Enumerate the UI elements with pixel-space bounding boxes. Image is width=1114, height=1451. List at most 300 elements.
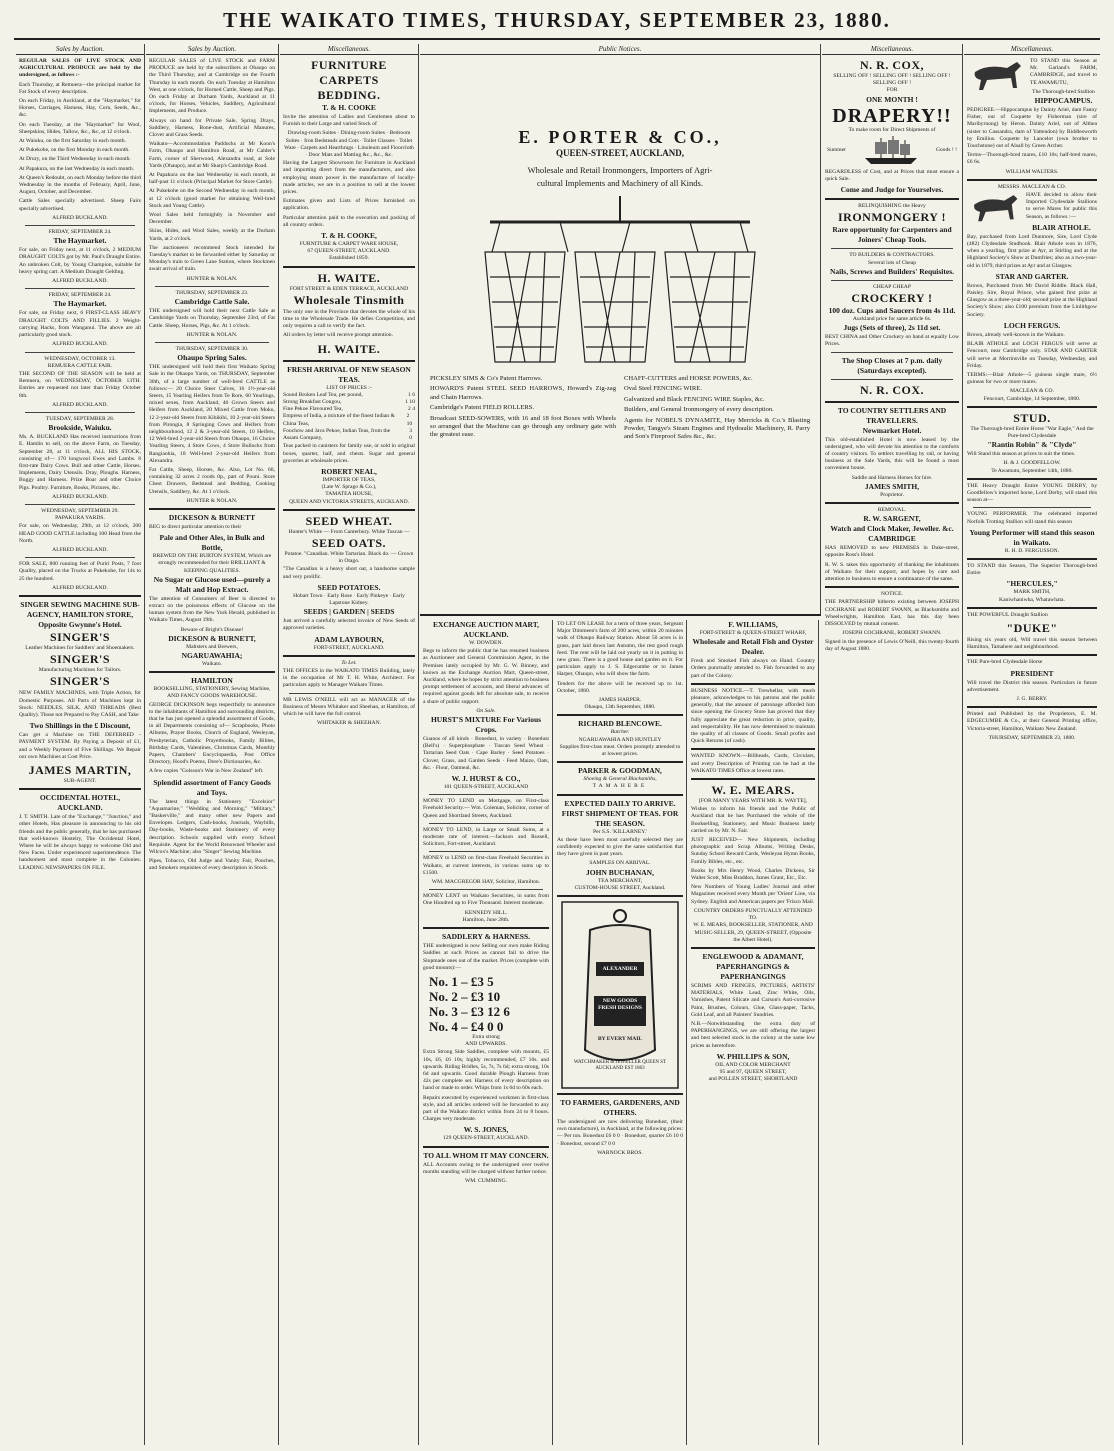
ad-title: CROCKERY ! [851,291,933,306]
ad-text: TAMATEA HOUSE, [325,491,373,498]
ad-text: Pipes, Tobacco, Old Judge and Vanity Fair, Pouches, and Smokers requisites of every description in Stock. [149,858,275,872]
watch-text: WATCHMAKER & JEWELLER QUEEN ST AUCKLAND EST 1863 [573,1060,667,1072]
sale-heading: The Haymarket. [53,299,107,309]
ad-text: For sale, on Friday next, 6 FIRST-CLASS HEAVY DRAUGHT COLTS AND FILLIES. 2 Weight-carrying Hacks, from Wanganui. The above are all particularly good stock. [19,310,141,339]
ad-title: TO FARMERS, GARDENERS, AND OTHERS. [560,1098,680,1118]
ad-title: NOTICE. [881,591,903,598]
ad-text: R. W. S. takes this opportunity of thanking the inhabitants of Waikato for their support, and hopes by care and attention to business to ensure a continuance of the same. [825,561,959,583]
porter-desc: Wholesale and Retail Ironmongers, Importers of Agri- [527,165,713,175]
ad-text: THE POWERFUL Draught Stallion [967,611,1048,618]
ad-title: HIPPOCAMPUS. [1034,96,1093,106]
ad-title: ADAM LAYBOURN, [314,634,384,644]
signature: R. H. D. FERGUSSON. [1004,547,1060,554]
tea-price-row [283,428,415,442]
ad-text: BREWED ON THE BURTON SYSTEM, Which are strongly recommended for their BRILLIANT & KEEPING QUALITIES. [152,553,272,574]
ad-title: DICKESON & BURNETT, [168,633,256,643]
ad-text: At Queen's Redoubt, on each Monday before the third Wednesday in the months of February, April, June, August, October, and December. [19,174,141,196]
signature: ALFRED BUCKLAND. [52,278,108,285]
ad-text: MONEY TO LEND, in Large or Small Sums, at a moderate rate of interest.—Jackson and Russell, Solicitors, Fort-street, Auckland. [423,826,549,848]
ad-text: Kaniwhaniwha, Whatawhata. [999,596,1065,603]
tea-name: Foochow and Java Pekoe, Indian Teas, from the Assam Company, [283,427,391,442]
sale-date: TUESDAY, SEPTEMBER 28. [45,415,115,422]
ad-title: No Sugar or Glucose used—purely a Malt and Hop Extract. [153,574,271,594]
ad-text: BUSINESS NOTICE.—T. Trewhellar, with much pleasure, acknowledges to his patrons and the public generally, that the amount of patronage afforded him since opening the Grocery Store has proved that they fully appreciate the great reduction in price, quality, and respectability. He has now determined to maintain the quality of all classes of Goods. Small profits and Quick Returns (of cash). [691,687,815,745]
signature: WILLIAM WALTERS. [1005,168,1059,175]
ad-title: SINGER'S [49,674,111,689]
tea-price: 1 10 [405,399,415,406]
ad-text: 95 and 97, QUEEN STREET, [719,1068,787,1075]
signature: WHITAKER & SHEEHAN. [316,720,382,727]
ad-text: Tenders for the above will be received up to 1st. October, 1880. [557,680,683,694]
ad-text: COUNTRY ORDERS PUNCTUALLY ATTENDED TO. [693,907,813,922]
ship-icon [861,134,921,168]
ad-title: The Shop Closes at 7 p.m. daily (Saturdays excepted). [841,355,943,375]
porter-item: HOWARD'S Patent STEEL SEED HARROWS, Howard's Zig-zag and Chain Harrows. [430,385,616,401]
ad-title: EXCHANGE AUCTION MART, AUCKLAND. [432,620,540,639]
signature: H. & J. GOODFELLOW. [1003,460,1061,467]
ad-text: All orders by letter will receive prompt attention. [283,332,393,339]
ad-text: Fresh and Smoked Fish always on Hand. Country Orders punctually attended to. Fish forwarded to any part of the Colony. [691,658,815,679]
ad-text: Will travel the District this season. Particulars in future advertisement. [967,679,1097,693]
ad-text: THE undersigned will hold their next Cattle Sale at Cambridge Yards on Thursday, September 23rd, of Fat Cattle. Sheep, Horses, Pigs, &c. At 1 o'clock. [149,308,275,329]
ad-text: The latest things in Stationery "Excelsior" "Aquamarine," "Wedding and Morning," "Military," "Baskerville," and many other new Papers and Envelopes. Ledgers, Cash-books, Journals, Waybills, Day-books, Waste-books and Stationery of every description. Schools supplied with every School Requisite. Agent for the World Renowned Wheeler and Wilcox's Machine; also "Singer" Sewing Machine. [149,798,275,856]
ad-text: MONEY TO LEND on Mortgage, on First-class Freehold Security.— Wm. Coleman, Solicitor, corner of Queen and Shortland Streets, Auckland. [423,798,549,819]
ad-text: MONEY LENT on Waikato Securities, in sums from One Hundred up to Five Thousand. Interest moderate. [423,893,549,907]
ad-title: F. WILLIAMS, [728,620,778,629]
ad-title: T. & H. COOKE [322,103,376,112]
ad-title: JAMES MARTIN, [28,763,132,778]
ad-text: Auckland price for same article 6s. [852,316,932,323]
ad-text: Skins, Hides, and Wool Sales, weekly at the Durham Yards, at 2 o'clock. [149,228,275,242]
ad-text: Fencourt, Cambridge, 14 September, 1880. [983,395,1081,402]
ad-text: As these have been most carefully selected they are confidently expected to give the same satisfaction that they have given in past years. [557,836,683,858]
signature: WM. CUMMING. [464,1177,508,1184]
ad-title: W. S. JONES, [463,1125,509,1135]
ad-text: BEST CHINA and Other Crockery on hand at equally Low Prices. [825,334,959,348]
imprint: Printed and Published by the Proprietors, E. M. EDGECUMBE & Co., at their General Printing office, Victoria-street, Hamilton, Waikato New Zealand. [967,711,1097,732]
ad-text: Potatoe. "Canadian. White Tartarian. Black do. — Grown in Otago. [284,550,414,565]
ad-title: FURNITURE [311,58,387,72]
ad-text: FORT-STREET, AUCKLAND. [313,644,385,651]
ad-text: FOR SALE, 800 running feet of Puriri Posts, 7 foot Quality, placed on the Trucks at Pukekohe, for 14s to 25 the hundred. [19,561,141,582]
ad-text: Leather Machines for Saddlers' and Shoemakers. [25,644,135,651]
ad-text: Bay, purchased from Lord Dunmore, Sire, Lord Clyde (482) Clydesdale Studbook. Blair Athole won in 1876, when a yearling, first prize at Ayr, at Stirling and at the Highland Society's Show at Dumfries; also as a two-year-old in 1879, third prizes at Ayr and at Glasgow. [967,233,1097,269]
signature: WARNOCK BROS. [597,1149,643,1156]
ad-title: ENGLEWOOD & ADAMANT, PAPERHANGINGS & PAPERHANGINGS [702,951,804,981]
sale-heading: PAPAKURA YARDS. [55,515,105,522]
signature: HUNTER & NOLAN. [186,275,238,282]
ad-title: SEED POTATOES. [317,582,381,592]
ad-text: At Papakura, on the last Wednesday in each month. [19,165,135,172]
ad-title: ROBERT NEAL, [321,466,377,476]
saddle-price: No. 1 – £3 5 [429,973,494,989]
ad-text: Maltsters and Brewers, [186,643,238,650]
sale-date: FRIDAY, SEPTEMBER 24. [48,229,112,236]
ad-text: Having the Largest Showroom for Furniture in Auckland and importing direct from the manufacturers, and also employing steam power in the manufacture of locally-made articles, we are in a position to sell at the lowest prices. [283,160,415,196]
ad-title: R. W. SARGENT, [863,514,921,524]
ad-text: THE Pure-bred Clydesdale Horse [967,659,1043,666]
ad-text: BEG to direct particular attention to their [149,523,242,530]
ad-text: FORT-STREET & QUEEN-STREET WHARF, [699,630,807,636]
ad-title: RICHARD BLENCOWE. [578,719,662,729]
ad-text: The auctioneers recommend Stock intended for Tuesday's market to be forwarded either by Saturday or Monday's train to Green Lane Station, where Stockmen await arrival of train. [149,244,275,273]
ad-text: Terms—Thorough-bred mares, £10 10s; half-bred mares, £6 6s. [967,152,1097,166]
column-7 [964,44,1100,1445]
ad-title: Nails, Screws and Builders' Requisites. [829,266,955,276]
ad-text: Brown, already well-known in the Waikato. [967,331,1065,338]
ad-title: T. & H. COOKE, [321,231,377,241]
ad-title: BLAIR ATHOLE. [1032,222,1091,232]
ad-text: AND UPWARDS. [465,1041,507,1048]
watch-text: BY EVERY MAIL [597,1036,642,1043]
ad-text: Several lots of Cheap [867,259,916,266]
ad-title: TO ALL WHOM IT MAY CONCERN. [423,1150,549,1160]
ad-text: Extra Strong Side Saddles, complete with mounts, £5 10s, £6, £6 10s; highly recommended, £7 10s. and upwards. Riding Bridles, 5s, 7s, 7s 6d; extra strong, 10s 6d and upwards. Good durable Plough Harness from 42s per complete set. Harness of every description on hand or made to order. Whips from 1s 6d to 60s each. [423,1049,549,1092]
column-header: Miscellaneous. [822,44,962,55]
signature: WM. MACGREGOR HAY, Solicitor, Hamilton. [431,879,541,886]
ad-text: Invite the attention of Ladies and Gentlemen about to Furnish to their Large and varied Stock of [283,114,415,128]
ad-text: Butcher. [610,729,630,736]
ad-title: FIRST SHIPMENT OF TEAS. FOR THE SEASON. [561,808,679,828]
sale-heading: Ohaupo Spring Sales. [177,353,247,363]
ad-title: BEDDING. [317,88,381,102]
ad-title: TO COUNTRY SETTLERS AND TRAVELLERS. [837,405,947,425]
ad-text: FOR [886,87,898,94]
ad-text: The Thorough-bred Stallion [1032,88,1095,95]
ad-text: Always on hand for Private Sale, Spring Drays, Saddlery, Harness, Bone-dust, Artificial Manures, Clover and Grass Seeds. [149,117,275,139]
sale-heading: Brookside, Waiuku. [48,423,112,433]
ad-text: Wishes to inform his friends and the Public of Auckland that he has Purchased the whole of the Bookselling, Stationery, and Music Business lately carried on by Mr. N. Fair. [691,806,815,834]
horse-icon [967,191,1023,229]
ad-text: BLAIR ATHOLE and LOCH FERGUS will serve at Fencourt, near Cambridge only. STAR AND GARTER will serve at Morrinsville on Tuesday, Wednesday, and Friday. [967,341,1097,369]
tea-price: 3 0 [409,427,412,442]
ad-text: Each Thursday, at Remuera—the principal market for Fat Stock of every description. [19,81,141,95]
signature: ALFRED BUCKLAND. [52,214,108,221]
ad-title: SINGER'S [49,652,111,667]
ad-text: The attention of Consumers of Beer is directed to extract on the poisonous effects of Glucose on the human system from the New York Herald, published in Waikato Times, August 19th. [149,595,275,624]
ad-title: NGARUAWAHIA; [181,651,243,660]
signature: ALFRED BUCKLAND. [52,401,108,408]
ad-title: Watch and Clock Maker, Jeweller. &c. CAMBRIDGE [830,524,954,544]
porter-item: Broadcast SEED-SOWERS, with 16 and 18 foot Boxes with Wheels so arranged that the Machine can go through any ordinary gate with the greatest ease. [430,414,616,439]
ad-title: W. J. HURST & CO., [451,774,521,784]
ad-text: THE Heavy Draught Entire YOUNG DERBY, by Goodfellow's imported horse, Lord Derby, will stand this season at— [967,482,1097,504]
column-5b [688,620,819,1445]
ad-text: Rising six years old, Will travel this season between Hamilton, Tamahere and neighbourhood. [967,636,1097,651]
ad-title: "HERCULES," [1006,579,1058,589]
signature: JOSEPH COCHRANE, ROBERT SWANN. [842,630,942,637]
ad-title: STUD. [1013,410,1051,425]
tea-price: 1 6 [408,391,415,398]
signature: ALFRED BUCKLAND. [52,546,108,553]
ad-title: MESSRS. MACLEAN & CO. [997,183,1067,190]
ad-text: Te Awamutu, September 14th, 1880. [991,467,1073,474]
ad-text: REGULAR SALES of LIVE STOCK and FARM PRODUCE are held by the subscribers at Ohaupo on the Third Thursday, and at Cambridge on the Fourth Thursday in each month. On each Tuesday at Hamilton West, at one o'clock, for Horned Cattle, Sheep and Pigs. On each Friday at Durham Yards, Auckland at 11 o'clock, for Horses, Vehicles, Saddlery, Agricultural Implements, and Produce. [149,58,275,115]
signature: MARK SMITH, [1013,589,1051,596]
ad-text: SELLING OFF ! SELLING OFF ! SELLING OFF ! SELLING OFF ! [833,73,951,87]
ad-title: REGULAR SALES OF LIVE STOCK AND AGRICULTURAL PRODUCE are held by the undersigned, as follows :- [19,58,141,79]
ad-text: SCRIMS AND FRINGES, PICTURES, ARTISTS' MATERIALS, White Lead, Zinc White, Oils, Varnishes, Patent Silicate and Carson's Anti-corrosive Paint, Brushes, Colours, Glue, Glass-paper, Tacks, Gold Leaf, and all Painters' Sundries. [691,982,815,1018]
ad-title: OCCIDENTAL HOTEL, AUCKLAND. [39,793,121,813]
ad-title: EXPECTED DAILY TO ARRIVE. [564,798,676,808]
porter-item: Agents for NOBEL'S DYNAMITE, Hay Merricks & Co.'s Blasting Powder, Tangye's Steam Engines and Hydraulic Machinery, R. Parry and Son's Fireproof Safes &c., &c. [624,416,810,441]
porter-item: Oval Steel FENCING WIRE. [624,385,702,393]
ad-title: W. E. MEARS. [711,783,795,798]
tea-price-row [283,413,415,427]
ad-text: Established 1859. [329,255,369,262]
ad-title: 100 doz. Cups and Saucers from 4s 11d. [828,306,956,316]
tea-name: Sound Broken Leaf Tea, per pound, [283,391,363,398]
ad-text: 129 QUEEN-STREET, AUCKLAND. [443,1135,529,1142]
ad-text: TERMS:—Blair Athole—5 guineas single mare, 6½ guineas for two or more mares. [967,371,1097,386]
ad-title: LOCH FERGUS. [1003,320,1061,330]
ad-text: MONEY to LEND on first-class Freehold Securities in Waikato, at current interests, in various sums up to £1500. [423,855,549,876]
ad-title: Rare opportunity for Carpenters and Joiners' Cheap Tools. [832,225,952,245]
ad-text: MR LEWIS O'NEILL will act as MANAGER of the Business of Messrs Whitaker and Sheehan, at Hamilton, of which he will have the full control. [283,696,415,717]
ad-text: Fat Cattle, Sheep, Horses, &c. Also, Lot No. 60, containing 32 acres 2 roods 0p., part of Pouni. Store Chest Drawers, Bedstead and Bedding, Cooking Utensils, Saddlery, &c. At 1 o'clock. [149,466,275,495]
ad-text: W. DOWDEN. [469,640,503,646]
ad-text: At Drury, on the Third Wednesday in each month. [19,156,131,163]
ad-text: YOUNG PERFORMER. The celebrated imported Norfolk Trotting Stallion will stand this season [967,511,1097,525]
sale-date: FRIDAY, SEPTEMBER 24. [48,292,112,299]
ad-title: Wholesale and Retail Fish and Oyster Dealer. [692,637,814,657]
tea-name: Strong Breakfast Congou, [283,399,342,406]
ad-text: TAMAHERE [592,783,648,790]
ad-text: For sale, on Wednesday, 29th, at 12 o'clock, 200 HEAD GOOD CATTLE including 100 Head from the North. [19,523,141,544]
ad-text: Just arrived a carefully selected invoice of New Seeds of approved varieties. [283,618,415,632]
harrow-illustration-icon [470,192,770,372]
porter-item: Galvanized and Black FENCING WIRE Staples, &c. [624,395,765,403]
ad-title: ONE MONTH ! [866,94,918,104]
column-1 [16,44,145,1445]
porter-item: Cambridge's Patent FIELD ROLLERS. [430,404,535,412]
ad-title: Two Shillings in the £ Discount, [29,721,131,731]
ad-title: Young Performer will stand this season in Waikato. [969,527,1095,547]
horse-icon [967,58,1027,98]
ad-title: IRONMONGERY ! [838,210,946,225]
signature: ALFRED BUCKLAND. [52,584,108,591]
ad-text: QUEEN AND VICTORIA STREETS, AUCKLAND. [288,498,410,505]
ad-text: To make room for Direct Shipments of [848,126,936,133]
tea-price-row [283,399,415,406]
ad-title: SEED OATS. [311,535,387,550]
saddle-price: No. 2 – £3 10 [429,988,501,1004]
ad-text: TO STAND this Season, The Superior Thorough-bred Entire [967,562,1097,577]
sale-date: THURSDAY, SEPTEMBER 30. [175,345,249,352]
ad-text: Supplies first-class meat. Orders promptly attended to at lowest prices. [559,743,681,758]
ad-text: The Thorough-bred Entire Horse "War Eagle," And the Pure-bred Clydesdale [970,425,1094,439]
ad-text: FURNITURE & CARPET WARE HOUSE, [299,241,399,248]
ad-text: WANTED KNOWN.—Billheads, Cards, Circulars, and every Description of Printing can be had at the WAIKATO TIMES Office at lowest rates. [691,753,815,774]
column-5 [554,620,687,1445]
signature: MACLEAN & CO. [1010,388,1054,395]
ad-text: 67 QUEEN-STREET, AUCKLAND. [307,248,391,255]
ad-title: SADDLERY & HARNESS. [441,932,530,942]
porter-item: Builders, and General Ironmongery of every description. [624,406,774,414]
ad-text: Cattle Sales specially advertised. Sheep Fairs specially advertised. [19,198,141,212]
ad-text: Hamilton, June 28th. [462,916,510,923]
ad-text: The undersigned are now delivering Bonedust, (their own manufacture), in Auckland, at the following prices:— Per ton. Bonedust £6 0 0 · Bonedust, quarter £6 10 0 · Bonedust, second £7 0 0 [557,1119,683,1147]
ad-title: REMOVAL. [877,507,907,514]
ad-text: IMPORTER OF TEAS, [322,476,376,483]
ad-title: HURST'S MIXTURE For Various Crops. [430,715,542,735]
tea-price-row [283,392,415,399]
ad-text: CUSTOM-HOUSE STREET, Auckland. [574,884,666,891]
saddle-price-list [423,974,549,1034]
signature: KENNEDY HILL. [464,909,508,916]
ad-text: SAMPLES ON ARRIVAL. [589,860,651,867]
column-header: Miscellaneous. [964,44,1100,55]
sale-heading: REMUERA CATTLE FAIR. [47,362,113,369]
ad-text: A few copies "Golsson's War in New Zealand" left. [149,768,264,775]
ad-title: "DUKE" [1006,620,1058,635]
ad-text: Estimates given and Lists of Prices furnished on application. [283,198,415,212]
ad-text: N.B.—Notwithstanding the extra duty of PAPERHANGINGS, we are still offering the largest and best selected stock in the colony at the same low prices as heretofore. [691,1020,815,1049]
ad-text: Proprietor. [880,491,904,498]
ad-title: JAMES SMITH, [864,481,920,491]
ad-text: "The Canadian is a heavy short oat, a handsome sample and very prolific. [283,566,415,580]
ad-text: At Papakura on the last Wednesday in each month, at half-past 11 o'clock (Principal Market for Store Cattle). [149,172,275,186]
ad-title: SINGER SEWING MACHINE SUB-AGENCY, HAMILTON STORE, Opposite Gwynne's Hotel. [20,599,140,629]
ad-text: (Late W. Sprago & Co.), [321,484,377,491]
ad-title: H. WAITE. [317,270,381,285]
porter-item: PICKSLEY SIMS & Co's Patent Harrows. [430,375,543,382]
ad-text: Goods ! ! [935,147,957,154]
ad-title: W. PHILLIPS & SON, [716,1051,790,1061]
ad-text: BOOKSELLING, STATIONERY, Sewing Machine, AND FANCY GOODS WAREHOUSE. [153,686,271,700]
ad-text: THE OFFICES in the WAIKATO TIMES Building, lately in the occupation of Mr T. H. White, Architect. For particulars apply to Manager Waikato Times. [283,667,415,689]
ad-text: Brown, Purchased from Mr David Riddle. Black Hall, Paisley. Sire, Royal Prince, who gained first prize at Glasgow as a three-year-old; second prize at the Highland Society's Show; also £100 premium from the Linlithgow Society. [967,282,1097,318]
ad-text: NGARUAWAHIA AND HUNTLEY [578,736,662,743]
ad-text: Shoeing & General Blacksmiths, [583,776,657,783]
ad-text: Waikato. [202,661,222,667]
sale-date: WEDNESDAY, OCTOBER 13. [44,355,116,362]
ad-text: [FOR MANY YEARS WITH MR. R. WAYTE], [698,798,808,805]
ad-text: Ms. A. BUCKLAND Has received instructions from E. Hamlin to sell, on the above Farm, on Tuesday, September 28, at 11 o'clock, ALL HIS STOCK, consisting of— 170 longwool Ewes and Lambs. 8 first-rate Dairy Cows. Bull and other Cattle, Horses. Implements, Dairy Utensils. Dray, Ploughs. Harness, Buggy and Harness. Prize Boar and other Choice Pigs. Poultry. Furniture, Books, Pictures, &c. [19,434,141,491]
ad-text: CHEAP CHEAP [873,283,911,290]
column-2 [146,44,279,1445]
ad-text: J. T. SMITH. Late of the "Exchange," "Junction," and other Hotels, Has pleasure in announcing to his old friends and the public generally, that he has purchased that well-known Hostelry, The Occidental Hotel, Where he will be always happy to welcome Old and New Faces. Under experienced superintendence. The handsomest and most complete in the Colonies. LEADING NEWSPAPERS ON FILE. [19,814,141,871]
ad-text: Extra strong [472,1033,500,1040]
ad-text: Saddle and Harness Horses for hire. [851,474,933,481]
ad-text: TO LET ON LEASE for a term of three years, Sergeant Major Dimmeen's farm of 200 acres, within 20 minutes walk of Ohaupo Railway Station. About 50 acres is in grass, part laid down last Autumn, the rest good rough feed. The rent will be laid out yearly on it in putting in new grass. There is a good house and garden on it. For particulars apply to J. S. Edgecumbe or to James Harper, Ohaupo, who will show the farm. [557,621,683,678]
ad-text: PEDIGREE.—Hippocampus by Dainty Ariel, dam Fanny Fisher, out of Coquette by Fisherman (sire of Maribyrnong) by Heron. Dainty Ariel, out of Althea (sister to Cassandra, dam of Yattendon) by Riddlesworth by Emilius. Coquette by Lancelot (own brother to Touchstone) out of Alsall by Green Archer. [967,107,1097,150]
ad-text: This old-established Hotel is now leased by the undersigned, who will devote his attention to the comforts of country visitors. To settlers travelling by rail, or having business at the Sale Yards, this will be found a most convenient house. [825,436,959,472]
porter-address: QUEEN-STREET, AUCKLAND, [555,148,685,158]
column-header: Public Notices. [420,44,820,55]
column-4 [420,620,553,1445]
ad-text: THE PARTNERSHIP hitherto existing between JOSEPH COCHRANE and ROBERT SWANN, as Blacksmiths and Wheelwrights, Hamilton East, has this day been DISSOLVED by mutual consent. [825,599,959,628]
masthead: THE WAIKATO TIMES, THURSDAY, SEPTEMBER 23, 1880. [223,8,891,32]
sale-date: WEDNESDAY, SEPTEMBER 29. [41,507,119,514]
ad-text: At Pukekohe, on the first Monday in each month. [19,147,130,154]
ad-text: HAS REMOVED to new PREMISES in Duke-street, opposite Ross's Hotel. [825,545,959,559]
saddle-price: No. 3 – £3 12 6 [429,1003,510,1019]
ad-title: SEEDS | GARDEN | SEEDS [303,607,395,617]
ad-text: GEORGE DICKINSON begs respectfully to announce to the inhabitants of Hamilton and surrounding districts, that he has just opened a splendid assortment of Goods, in all Departments consisting of— Scrapbooks, Photo Albums, Prayer Books, Church of England, Wesleyan, Presbyterian, Catholic Prayerbooks, Family Bibles, Birthday Cards, Valentines, Christmas Cards, Monthly Papers, Chambers' Encyclopaedia, Post Office Directory, Hood's Poems, Dore's Dictionaries, &c. [149,701,275,766]
ad-text: Summer [827,147,846,154]
ad-text: Signed in the presence of Lewis O'Neill, this twenty-fourth day of August 1880. [825,638,959,652]
ad-text: At Waiuku, on the first Saturday in each month. [19,138,126,145]
signature: HUNTER & NOLAN. [186,497,238,504]
ad-text: Manufacturing Machines for Tailors. [38,667,122,674]
ad-text: W. E. MEARS, BOOKSELLER, STATIONER, AND MUSIC-SELLER, 29, QUEEN-STREET, (Opposite the Albert Hotel). [693,922,813,943]
ad-title: DRAPERY!! [832,104,952,127]
tea-name: Empress of India, a mixture of the finest Indian & China Teas, [283,413,395,427]
ad-text: Ohaupo, 13th September, 1880. [584,704,656,711]
ad-title: Come and Judge for Yourselves. [840,185,944,195]
signature: HUNTER & NOLAN. [186,331,238,338]
ad-title: FRESH ARRIVAL OF NEW SEASON TEAS. [287,364,411,384]
column-header: Sales by Auction. [16,44,144,55]
ad-title: Splendid assortment of Fancy Goods and Toys. [153,777,271,797]
ad-text: Hunter's White — From Canterbury. White Tuscan — [288,528,410,535]
ad-text: Teas packed in canisters for family use, or sold in original boxes, quarter, half, and chests. Sugar and general groceries at wholesale prices. [283,443,415,464]
masthead-rule [14,38,1100,40]
signature: ALFRED BUCKLAND. [52,341,108,348]
ad-text: Will Stand this season at prices to suit the times. [967,451,1076,458]
ad-title: SEED WHEAT. [305,513,393,528]
ad-title: HAMILTON [191,676,233,686]
ad-text: FORT STREET & EDEN TERRACE, AUCKLAND [289,285,409,292]
column-header: Sales by Auction. [146,44,278,55]
ad-text: Books by Mrs Henry Wood, Charles Dickens, Sir Walter Scott, Miss Braddon, James Grant, Etc., Etc. [691,867,815,882]
tea-name: Fine Pekoe Flavoured Tea, [283,406,343,413]
ad-title: Newmarket Hotel. [862,425,922,435]
ad-text: THE SECOND OF THE SEASON will be held at Remuera, on WEDNESDAY, OCTOBER 13TH. Entries are requested not later than Friday October 8th. [19,370,141,399]
signature: J. G. BERRY. [1016,695,1048,702]
ad-title: On Sale. [476,707,496,714]
ad-title: PARKER & GOODMAN, [578,766,662,776]
ad-text: Drawing-room Suites · Dining-room Suites · Bedroom Suites · Iron Bedsteads and Cots · Toilet Glasses · Toilet Ware · Carpets and Hearthrugs · Linoleum and Floorcloth · Door Mats and Matting &c., &c., &c. [284,130,414,159]
watch-text: NEW GOODS FRESH DESIGNS [598,998,642,1012]
column-3 [280,44,419,1445]
ad-text: Wool Sales held fortnightly in November and December. [149,212,275,226]
ad-text: Can get a Machine on THE DEFERRED - PAYMENT SYSTEM. By Paying a Deposit of £1, and a Weekly Payment of Five Shillings. We Repair our own Machines at Cost Price. [19,732,141,760]
signature: ALFRED BUCKLAND. [52,493,108,500]
watch-ad [560,900,680,1090]
ad-text: REGARDLESS of Cost, and at Prices that must ensure a quick Sale. [825,168,959,183]
ad-title: Wholesale Tinsmith [293,292,405,307]
ad-text: On each Friday, in Auckland, at the "Haymarket," for Horses, Carriages, Harness, Hay, Corn, Seeds, &c., &c. [19,98,141,119]
ad-text: On each Tuesday, at the "Haymarket" for Wool, Sheepskins, Hides, Tallow, &c., &c, at 12 o'clock. [19,121,141,135]
ad-title: CARPETS [319,73,379,87]
ad-text: New Numbers of Young Ladies' Journal and other Magazines received every Month per 'Orient' Line, via Sydney. English and American papers per 'Frisco Mail. [691,884,815,905]
ad-text: Per S.S. 'KILLARNEY.' [593,828,647,835]
tea-price: 2 10 [406,413,413,427]
ad-text: TO BUILDERS & CONTRACTORS. [849,252,935,259]
ad-title: PRESIDENT [1010,668,1054,678]
tea-price: 2 4 [408,406,415,413]
sale-heading: The Haymarket. [53,236,107,246]
ad-text: Repairs executed by experienced workmen in first-class style, and all articles ordered will be forwarded to any part of the Waikato district within from 24 to 8 hours. Charges very moderate. [423,1094,549,1123]
ad-title: STAR AND GARTER. [995,271,1069,281]
ad-text: 101 QUEEN-STREET, AUCKLAND [443,784,529,791]
porter-title: E. PORTER & CO., [518,127,722,147]
ad-text: The only one in the Province that devotes the whole of his time to the Wholesale Trade. He defies Competition, and only requires a call to verify the fact. [283,308,415,330]
watch-name: ALEXANDER [602,966,638,973]
ad-title: N. R. COX. [860,382,924,397]
ad-text: SUB-AGENT. [63,778,97,785]
ad-text: ALL Accounts owing to the undersigned over twelve months standing will be charged without further notice. [423,1161,549,1175]
ad-title: SINGER'S [49,629,111,644]
ad-text: For sale, on Friday next, at 11 o'clock, 2 MEDIUM DRAUGHT COLTS got by Mr. Paul's Draught Entire. An unbroken Colt, by Young Champion, suitable for heavy spring cart. A Medium Draught Gelding. [19,247,141,275]
ad-title: Pale and Other Ales, in Bulk and Bottle, [159,533,265,553]
ad-text: THE undersigned is now Selling our own make Riding Saddles at such Prices as cannot fail to drive the Slopmade ones out of the market. Prices (complete with good mounts):— [423,943,549,971]
column-header: Miscellaneous. [280,44,418,55]
imprint-date: THURSDAY, SEPTEMBER 23, 1880. [988,734,1076,741]
ad-text: NEW FAMILY MACHINES, with Triple Action, for Domestic Purposes. All Parts of Machines kept in Stock: NEEDLES, SILK, AND THREADS (Best Quality). Those not Prepared to Pay CASH, and Take [19,690,141,718]
